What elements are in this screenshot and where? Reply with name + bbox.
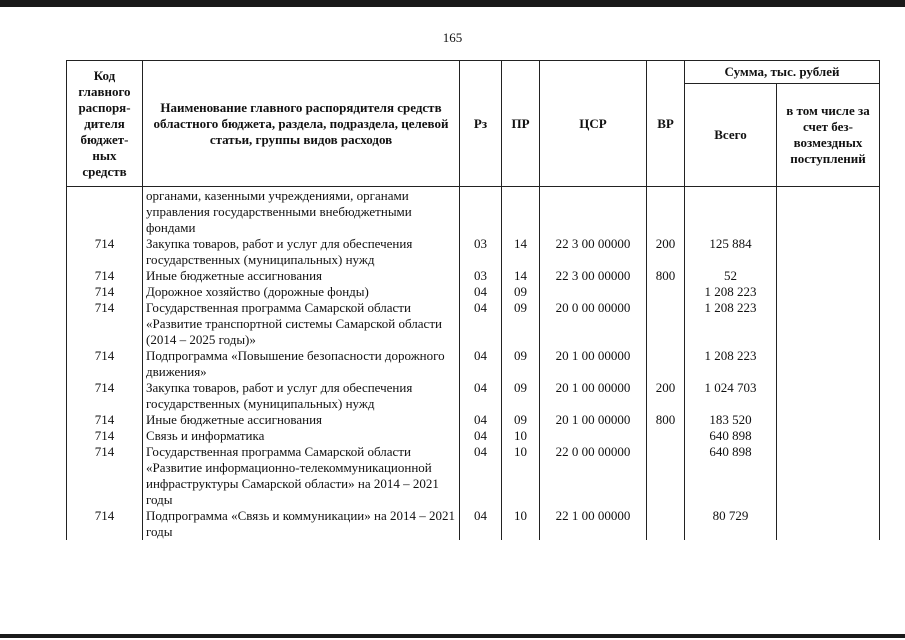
cell-csr bbox=[540, 428, 647, 444]
cell-vr bbox=[647, 508, 685, 540]
cell-csr: 20 1 00 00000 bbox=[540, 380, 647, 412]
cell-name: Подпрограмма «Повышение безопасности дорожного движения» bbox=[143, 348, 460, 380]
header-name: Наименование главного распорядителя средств областного бюджета, раздела, подраздела, целевой статьи, группы видов расходов bbox=[143, 61, 460, 187]
cell-free bbox=[777, 428, 880, 444]
cell-rz: 04 bbox=[460, 348, 502, 380]
cell-vr bbox=[647, 284, 685, 300]
table-row bbox=[67, 444, 880, 508]
cell-rz: 04 bbox=[460, 508, 502, 540]
cell-csr: 22 1 00 00000 bbox=[540, 508, 647, 540]
table-row bbox=[67, 348, 880, 380]
cell-pr: 10 bbox=[502, 428, 540, 444]
cell-pr: 09 bbox=[502, 380, 540, 412]
cell-total: 80 729 bbox=[685, 508, 777, 540]
table-row bbox=[67, 380, 880, 412]
header-sum: Сумма, тыс. рублей bbox=[685, 61, 880, 84]
cell-free bbox=[777, 268, 880, 284]
cell-csr: 20 1 00 00000 bbox=[540, 348, 647, 380]
table-body bbox=[67, 187, 880, 541]
cell-csr bbox=[540, 187, 647, 237]
cell-vr bbox=[647, 187, 685, 237]
cell-pr: 09 bbox=[502, 284, 540, 300]
cell-code: 714 bbox=[67, 300, 143, 348]
cell-code bbox=[67, 187, 143, 237]
cell-vr: 200 bbox=[647, 380, 685, 412]
page-number: 165 bbox=[442, 30, 463, 45]
cell-total: 1 208 223 bbox=[685, 348, 777, 380]
cell-pr: 09 bbox=[502, 412, 540, 428]
cell-code: 714 bbox=[67, 348, 143, 380]
header-rz: Рз bbox=[460, 61, 502, 187]
cell-total: 640 898 bbox=[685, 444, 777, 508]
cell-rz: 04 bbox=[460, 412, 502, 428]
table-row bbox=[67, 412, 880, 428]
header-pr: ПР bbox=[502, 61, 540, 187]
cell-vr bbox=[647, 428, 685, 444]
cell-total bbox=[685, 187, 777, 237]
cell-total: 1 024 703 bbox=[685, 380, 777, 412]
table-row bbox=[67, 268, 880, 284]
cell-total: 640 898 bbox=[685, 428, 777, 444]
cell-name: Закупка товаров, работ и услуг для обеспечения государственных (муниципальных) нужд bbox=[143, 380, 460, 412]
cell-free bbox=[777, 187, 880, 237]
cell-total: 1 208 223 bbox=[685, 300, 777, 348]
table-row bbox=[67, 187, 880, 237]
cell-total: 1 208 223 bbox=[685, 284, 777, 300]
cell-rz bbox=[460, 187, 502, 237]
bottom-border-rule bbox=[0, 634, 905, 638]
cell-csr: 22 3 00 00000 bbox=[540, 236, 647, 268]
cell-rz: 03 bbox=[460, 268, 502, 284]
cell-vr: 800 bbox=[647, 412, 685, 428]
cell-name: Закупка товаров, работ и услуг для обеспечения государственных (муниципальных) нужд bbox=[143, 236, 460, 268]
cell-code: 714 bbox=[67, 508, 143, 540]
cell-name: Государственная программа Самарской области «Развитие информационно-телекоммуникационной инфраструктуры Самарской области» на 2014 – 2021 годы bbox=[143, 444, 460, 508]
budget-table bbox=[66, 60, 880, 540]
cell-free bbox=[777, 444, 880, 508]
cell-vr bbox=[647, 300, 685, 348]
table-row bbox=[67, 428, 880, 444]
cell-rz: 03 bbox=[460, 236, 502, 268]
cell-code: 714 bbox=[67, 284, 143, 300]
cell-name: Дорожное хозяйство (дорожные фонды) bbox=[143, 284, 460, 300]
cell-pr: 14 bbox=[502, 268, 540, 284]
header-csr: ЦСР bbox=[540, 61, 647, 187]
cell-name: Государственная программа Самарской области «Развитие транспортной системы Самарской области (2014 – 2025 годы)» bbox=[143, 300, 460, 348]
cell-free bbox=[777, 284, 880, 300]
cell-rz: 04 bbox=[460, 444, 502, 508]
table-row bbox=[67, 300, 880, 348]
cell-free bbox=[777, 348, 880, 380]
header-total: Всего bbox=[685, 84, 777, 187]
cell-pr: 10 bbox=[502, 508, 540, 540]
cell-vr bbox=[647, 348, 685, 380]
cell-rz: 04 bbox=[460, 284, 502, 300]
cell-free bbox=[777, 236, 880, 268]
cell-rz: 04 bbox=[460, 300, 502, 348]
cell-code: 714 bbox=[67, 444, 143, 508]
cell-code: 714 bbox=[67, 412, 143, 428]
cell-total: 125 884 bbox=[685, 236, 777, 268]
cell-vr: 200 bbox=[647, 236, 685, 268]
cell-csr: 20 1 00 00000 bbox=[540, 412, 647, 428]
cell-name: органами, казенными учреждениями, органами управления государственными внебюджетными фондами bbox=[143, 187, 460, 237]
cell-code: 714 bbox=[67, 236, 143, 268]
cell-code: 714 bbox=[67, 380, 143, 412]
cell-total: 52 bbox=[685, 268, 777, 284]
cell-csr: 22 3 00 00000 bbox=[540, 268, 647, 284]
cell-code: 714 bbox=[67, 428, 143, 444]
cell-csr: 22 0 00 00000 bbox=[540, 444, 647, 508]
table-row bbox=[67, 284, 880, 300]
cell-vr: 800 bbox=[647, 268, 685, 284]
cell-name: Иные бюджетные ассигнования bbox=[143, 412, 460, 428]
cell-pr: 10 bbox=[502, 444, 540, 508]
cell-free bbox=[777, 412, 880, 428]
cell-name: Иные бюджетные ассигнования bbox=[143, 268, 460, 284]
cell-pr: 09 bbox=[502, 348, 540, 380]
cell-pr bbox=[502, 187, 540, 237]
cell-vr bbox=[647, 444, 685, 508]
top-border-rule bbox=[0, 0, 905, 7]
cell-pr: 09 bbox=[502, 300, 540, 348]
header-free: в том числе за счет без-возмездных поступлений bbox=[777, 84, 880, 187]
table-header bbox=[67, 61, 880, 187]
cell-name: Связь и информатика bbox=[143, 428, 460, 444]
cell-name: Подпрограмма «Связь и коммуникации» на 2014 – 2021 годы bbox=[143, 508, 460, 540]
table-row bbox=[67, 236, 880, 268]
header-vr: ВР bbox=[647, 61, 685, 187]
cell-rz: 04 bbox=[460, 380, 502, 412]
cell-free bbox=[777, 508, 880, 540]
cell-free bbox=[777, 380, 880, 412]
cell-csr bbox=[540, 284, 647, 300]
header-code: Код главного распоря-дителя бюджет-ных средств bbox=[67, 61, 143, 187]
cell-code: 714 bbox=[67, 268, 143, 284]
cell-total: 183 520 bbox=[685, 412, 777, 428]
cell-pr: 14 bbox=[502, 236, 540, 268]
cell-csr: 20 0 00 00000 bbox=[540, 300, 647, 348]
cell-free bbox=[777, 300, 880, 348]
table-row bbox=[67, 508, 880, 540]
cell-rz: 04 bbox=[460, 428, 502, 444]
